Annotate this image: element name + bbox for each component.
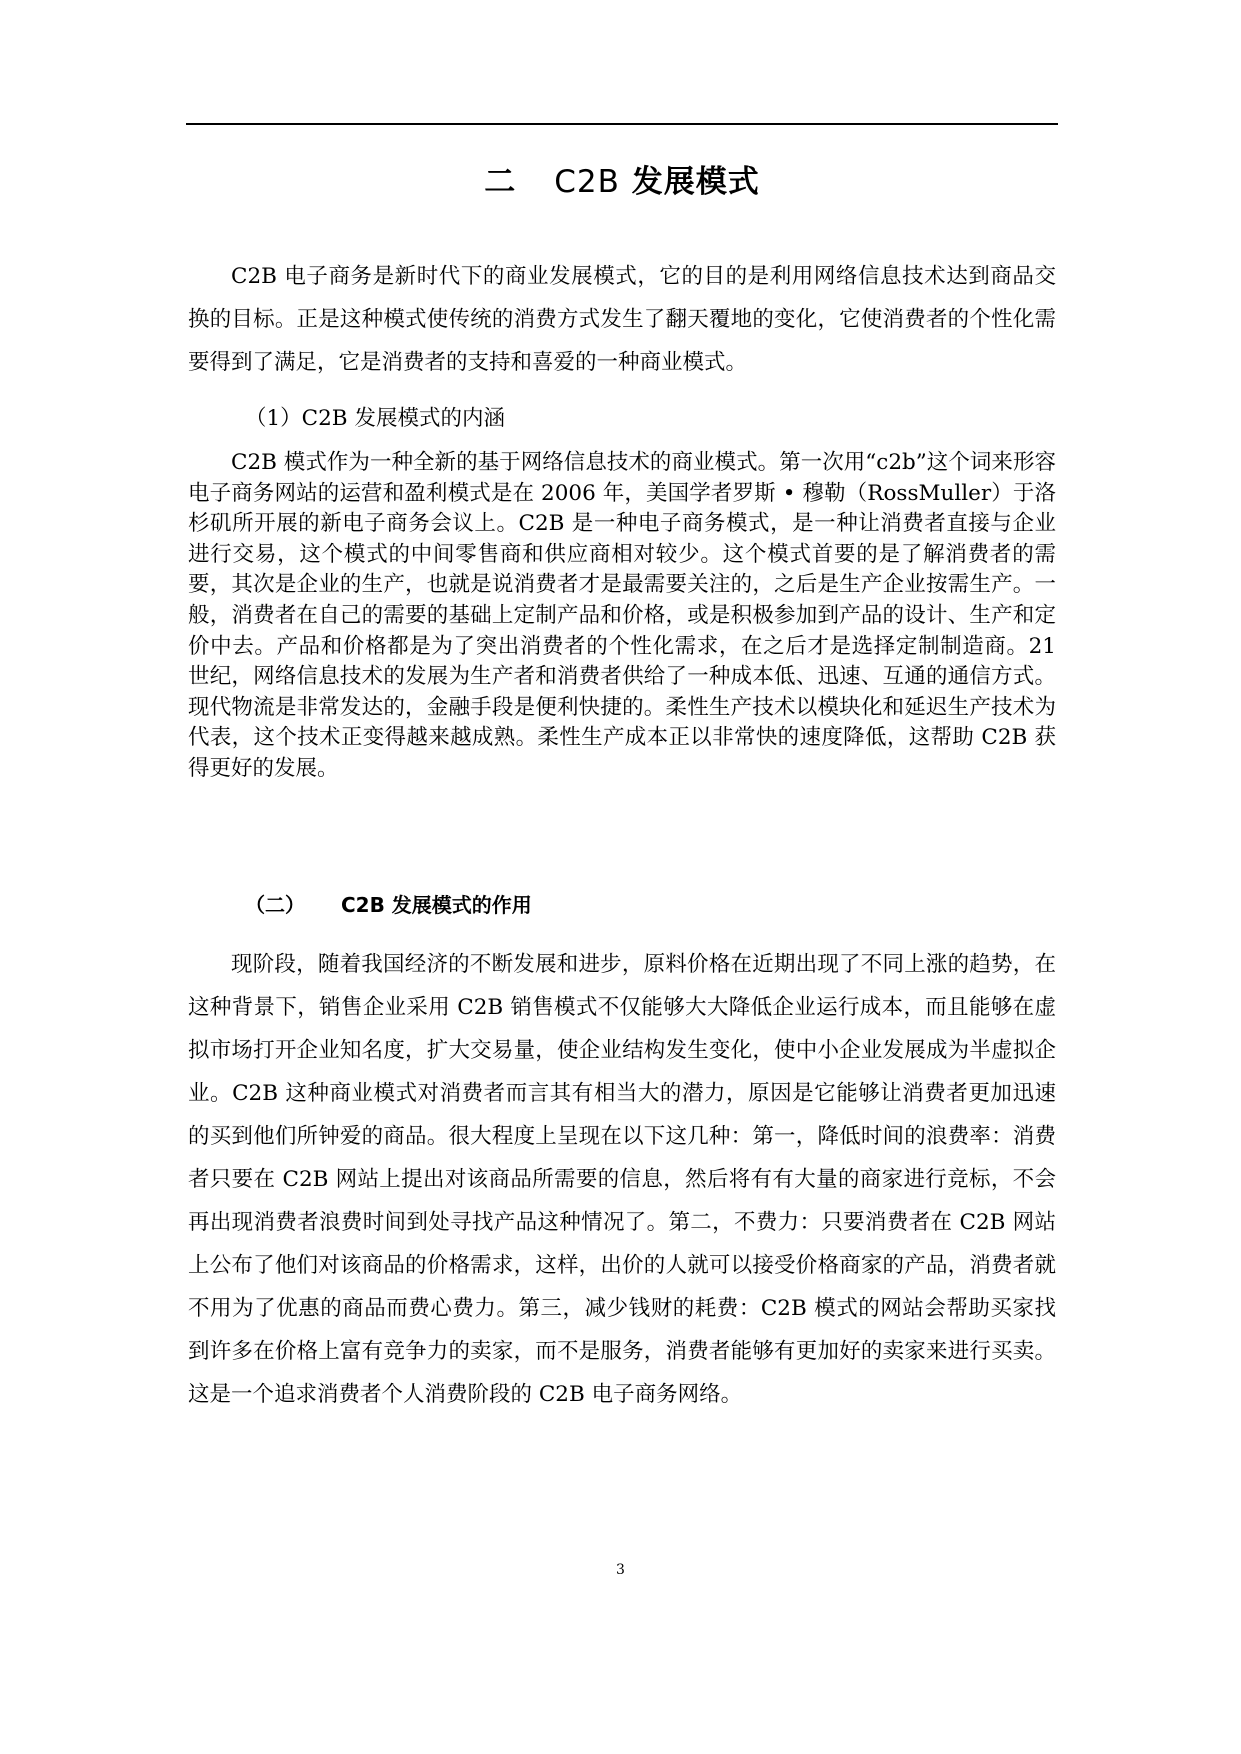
intro-paragraph: C2B 电子商务是新时代下的商业发展模式，它的目的是利用网络信息技术达到商品交换的目标。正是这种模式使传统的消费方式发生了翻天覆地的变化，它使消费者的个性化需要得到了满足，它是消费者的支持和喜爱的一种商业模式。 xyxy=(188,264,1056,375)
chapter-code: C2B xyxy=(554,164,620,200)
section-2-number: （二） xyxy=(245,893,305,917)
chapter-number: 二 xyxy=(484,164,517,200)
section-1-paragraph: C2B 模式作为一种全新的基于网络信息技术的商业模式。第一次用“c2b”这个词来形容电子商务网站的运营和盈利模式是在 2006 年，美国学者罗斯 • 穆勒（RossMuller）于洛杉矶所开展的新电子商务会议上。C2B 是一种电子商务模式，是一种让消费者直接与企业进行交易，这个模式的中间零售商和供应商相对较少。这个模式首要的是了解消费者的需要，其次是企业的生产，也就是说消费者才是最需要关注的，之后是生产企业按需生产。一般，消费者在自己的需要的基础上定制产品和价格，或是积极参加到产品的设计、生产和定价中去。产品和价格都是为了突出消费者的个性化需求，在之后才是选择定制制造商。21 世纪，网络信息技术的发展为生产者和消费者供给了一种成本低、迅速、互通的通信方式。现代物流是非常发达的，金融手段是便利快捷的。柔性生产技术以模块化和延迟生产技术为代表，这个技术正变得越来越成熟。柔性生产成本正以非常快的速度降低，这帮助 C2B 获得更好的发展。 xyxy=(188,450,1056,781)
section-1-heading: （1）C2B 发展模式的内涵 xyxy=(245,406,505,431)
chapter-title-text: 发展模式 xyxy=(631,164,760,200)
chapter-title xyxy=(186,160,1058,204)
header-rule xyxy=(186,123,1058,125)
section-2-paragraph: 现阶段，随着我国经济的不断发展和进步，原料价格在近期出现了不同上涨的趋势，在这种背景下，销售企业采用 C2B 销售模式不仅能够大大降低企业运行成本，而且能够在虚拟市场打开企业知名度，扩大交易量，使企业结构发生变化，使中小企业发展成为半虚拟企业。C2B 这种商业模式对消费者而言其有相当大的潜力，原因是它能够让消费者更加迅速的买到他们所钟爱的商品。很大程度上呈现在以下这几种：第一，降低时间的浪费率：消费者只要在 C2B 网站上提出对该商品所需要的信息，然后将有有大量的商家进行竞标，不会再出现消费者浪费时间到处寻找产品这种情况了。第二，不费力：只要消费者在 C2B 网站上公布了他们对该商品的价格需求，这样，出价的人就可以接受价格商家的产品，消费者就不用为了优惠的商品而费心费力。第三，减少钱财的耗费：C2B 模式的网站会帮助买家找到许多在价格上富有竞争力的卖家，而不是服务，消费者能够有更加好的卖家来进行买卖。这是一个追求消费者个人消费阶段的 C2B 电子商务网络。 xyxy=(188,952,1056,1407)
section-2-heading xyxy=(245,890,532,920)
page-number: 3 xyxy=(616,1562,625,1578)
section-2-title: C2B 发展模式的作用 xyxy=(341,893,532,917)
